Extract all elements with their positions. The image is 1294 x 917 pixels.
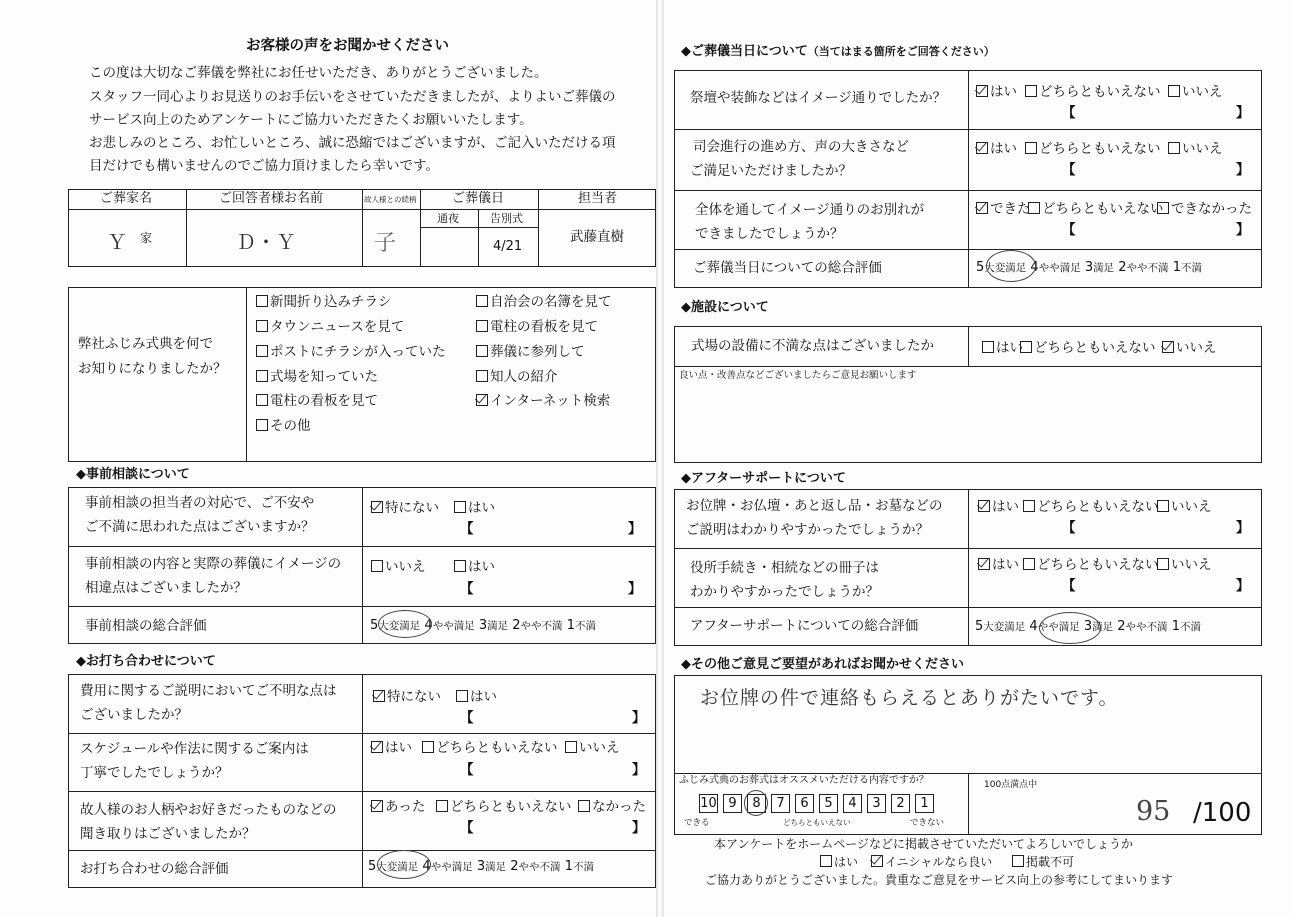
question-text: 役所手続き・相続などの冊子は [690,560,879,576]
answer-option[interactable]: どちらともいえない [1025,85,1161,100]
source-option[interactable]: 知人の紹介 [476,370,558,385]
checkbox[interactable] [476,345,488,357]
tsuya-header: 通夜 [437,212,459,225]
answer-option[interactable]: はい [371,741,412,756]
answer-option[interactable]: いいえ [1157,558,1212,573]
question-text: ございましたか？ [80,707,188,723]
checkbox[interactable] [820,855,832,867]
bracket-close: 】 [632,762,646,778]
bracket-open: 【 [1062,520,1076,536]
answer-option[interactable]: はい [978,558,1019,573]
family-suffix: 家 [140,231,153,245]
answer-option[interactable]: いいえ [371,560,426,575]
bracket-open: 【 [460,581,474,597]
recommend-question: ふじみ式典のお葬式はオススメいただける内容ですか？ [679,775,929,786]
checkbox[interactable] [476,370,488,382]
scale-circle-mark [744,790,768,816]
source-option-selected[interactable]: インターネット検索 [476,394,610,409]
source-option[interactable]: 葬儀に参列して [476,345,585,360]
source-question: お知りになりましたか？ [78,361,227,377]
kokubetsu-date: 4/21 [493,239,523,254]
question-text: スケジュールや作法に関するご案内は [80,741,309,757]
respondent-name: Ｄ・Ｙ [236,230,296,254]
section-heading: ◆お打ち合わせについて [76,654,216,669]
section-heading: ◆ご葬儀当日について（当てはまる箇所をご回答ください） [681,44,995,59]
section-heading: ◆アフターサポートについて [681,471,846,486]
staff-header: 担当者 [578,191,618,206]
question-text: わかりやすかったでしょうか？ [690,584,879,600]
source-question: 弊社ふじみ式典を何で [78,336,213,352]
scale-label-left: できる [684,818,710,828]
bracket-open: 【 [1062,162,1076,178]
checkbox-checked[interactable] [1162,341,1174,353]
intro-line: お悲しみのところ、お忙しいところ、誠に恐縮ではございますが、ご記入いただける項 [89,135,616,151]
checkbox[interactable] [1025,142,1037,154]
intro-line: サービス向上のためアンケートにご協力いただきたくお願いいたします。 [89,112,533,128]
rating-circle-mark [986,250,1036,282]
section-heading: ◆その他ご意見ご要望があればお聞かせください [681,657,964,672]
checkbox[interactable] [436,800,448,812]
answer-option[interactable]: いいえ [1157,500,1212,515]
bracket-close: 】 [1236,222,1250,238]
checkbox[interactable] [1157,500,1169,512]
checkbox-checked[interactable] [371,501,383,513]
source-option[interactable]: その他 [256,419,311,434]
checkbox[interactable] [1023,500,1035,512]
answer-option[interactable]: はい [976,85,1017,100]
date-header: ご葬儀日 [452,191,505,206]
question-text: ご説明はわかりやすかったでしょうか？ [686,522,929,538]
scale-cell[interactable]: 1 [915,794,934,813]
question-text: ご不満に思われた点はございますか？ [85,519,315,535]
thanks-line: ご協力ありがとうございました。貴重なご意見をサービス向上の参考にしてまいります [705,873,1174,887]
source-option[interactable]: 新聞折り込みチラシ [256,295,392,310]
question-text: 式場の設備に不満な点はございましたか [691,338,934,354]
section-heading: ◆事前相談について [76,467,190,482]
checkbox[interactable] [256,394,268,406]
question-text: お打ち合わせの総合評価 [80,861,229,877]
answer-option[interactable]: できた [976,202,1031,217]
source-option[interactable]: 電柱の看板を見て [256,394,378,409]
question-text: 事前相談の内容と実際の葬儀にイメージの [85,556,342,572]
checkbox[interactable] [1023,558,1035,570]
answer-option[interactable]: はい [976,142,1017,157]
checkbox[interactable] [1157,558,1169,570]
question-text: 事前相談の担当者の対応で、ご不安や [85,495,315,511]
staff-name: 武藤直樹 [570,229,624,245]
checkbox-checked[interactable] [976,85,988,97]
checkbox[interactable] [982,341,994,353]
checkbox[interactable] [1157,202,1169,214]
checkbox[interactable] [476,295,488,307]
bracket-close: 】 [632,710,646,726]
checkbox-checked[interactable] [476,394,488,406]
question-text: 聞き取りはございましたか？ [80,826,256,842]
bracket-close: 】 [632,820,646,836]
question-text: お位牌・お仏壇・あと返し品・お墓などの [686,498,943,514]
question-text: ご葬儀当日についての総合評価 [693,260,882,276]
bracket-close: 】 [628,521,642,537]
publish-option[interactable]: はい [820,855,858,868]
answer-option[interactable]: はい [454,501,495,516]
bracket-open: 【 [1062,578,1076,594]
scale-cell[interactable]: 2 [891,794,910,813]
bracket-close: 】 [1236,520,1250,536]
checkbox[interactable] [1012,855,1024,867]
rating-circle-mark [1039,612,1101,644]
question-text: ご満足いただけましたか？ [690,163,852,179]
scale-cell[interactable]: 7 [771,794,790,813]
score-value: 95 [1136,796,1171,827]
source-option[interactable]: 自治会の名簿を見て [476,295,612,310]
intro-line: 目だけでも構いませんのでご協力頂けましたら幸いです。 [89,158,439,174]
scale-cell[interactable]: 3 [867,794,886,813]
bracket-close: 】 [1236,578,1250,594]
publish-option[interactable]: イニシャルなら良い [871,855,992,868]
checkbox[interactable] [565,741,577,753]
answer-option[interactable]: 特にない [373,690,441,705]
answer-option[interactable]: はい [978,500,1019,515]
checkbox-checked[interactable] [978,558,990,570]
checkbox[interactable] [1028,202,1040,214]
checkbox[interactable] [256,345,268,357]
recommend-scale[interactable] [699,794,939,813]
rating-circle-mark [377,850,431,879]
survey-title: お客様の声をお聞かせください [246,38,449,54]
scale-cell[interactable]: 6 [795,794,814,813]
source-option[interactable]: 電柱の看板を見て [476,320,598,335]
checkbox[interactable] [1168,85,1180,97]
handwritten-comment: お位牌の件で連絡もらえるとありがたいです。 [700,687,1119,709]
scale-cell[interactable]: 8 [747,794,766,813]
question-text: 費用に関するご説明においてご不明な点は [80,683,337,699]
kokubetsu-header: 告別式 [490,212,523,225]
score-label: 100点満点中 [984,780,1038,790]
checkbox[interactable] [422,741,434,753]
answer-option[interactable]: どちらともいえない [1023,558,1159,573]
checkbox-checked[interactable] [976,142,988,154]
question-text: 相違点はございましたか？ [85,580,247,596]
checkbox[interactable] [454,501,466,513]
bracket-open: 【 [1062,222,1076,238]
checkbox[interactable] [454,560,466,572]
answer-option[interactable]: なかった [578,800,646,815]
answer-option[interactable]: あった [371,800,425,815]
question-text: 丁寧でしたでしょうか？ [80,765,229,781]
scale-cell[interactable]: 9 [723,794,742,813]
scale-label-right: できない [910,818,945,828]
answer-option[interactable]: いいえ [1162,341,1217,356]
rating-scale[interactable]: 5大変満足 4やや満足 3満足 2やや不満 1不満 [975,619,1201,634]
bracket-close: 】 [1236,105,1250,121]
answer-option[interactable]: いいえ [1168,142,1223,157]
score-max: /100 [1193,798,1252,828]
checkbox[interactable] [256,320,268,332]
fold-crease [656,0,664,917]
answer-option[interactable]: どちらともいえない [1025,142,1161,157]
question-text: 祭壇や装飾などはイメージ通りでしたか？ [690,90,947,106]
checkbox[interactable] [256,295,268,307]
answer-option[interactable]: どちらともいえない [1023,500,1159,515]
intro-line: この度は大切なご葬儀を弊社にお任せいただき、ありがとうございました。 [89,65,548,81]
family-header: ご葬家名 [100,191,153,206]
scale-cell[interactable]: 4 [843,794,862,813]
question-text: 全体を通してイメージ通りのお別れが [695,202,925,218]
rating-scale[interactable]: 5大変満足 4やや満足 3満足 2やや不満 1不満 [370,618,596,633]
checkbox[interactable] [1168,142,1180,154]
checkbox[interactable] [256,419,268,431]
bracket-open: 【 [460,762,474,778]
checkbox[interactable] [371,560,383,572]
comment-note: 良い点・改善点などございましたらご意見お願いします [679,370,917,381]
question-text: 故人様のお人柄やお好きだったものなどの [80,802,337,818]
relation-header: 故人様との続柄 [364,195,417,204]
bracket-open: 【 [1062,105,1076,121]
answer-option[interactable]: どちらともいえない [1020,341,1156,356]
bracket-open: 【 [460,710,474,726]
checkbox-checked[interactable] [978,500,990,512]
checkbox[interactable] [1025,85,1037,97]
question-text: アフターサポートについての総合評価 [690,618,919,634]
checkbox-checked[interactable] [976,202,988,214]
answer-option[interactable]: いいえ [565,741,620,756]
question-text: 事前相談の総合評価 [85,618,207,634]
publish-question: 本アンケートをホームページなどに掲載させていただいてよろしいでしょうか [714,837,1134,851]
answer-option[interactable]: どちらともいえない [422,741,558,756]
answer-option[interactable]: いいえ [1168,85,1223,100]
bracket-close: 】 [628,581,642,597]
checkbox[interactable] [256,370,268,382]
bracket-open: 【 [460,820,474,836]
source-option[interactable]: 式場を知っていた [256,370,378,385]
section-heading: ◆施設について [681,300,769,315]
answer-option[interactable]: 特にない [371,501,439,516]
answer-option[interactable]: どちらともいえない [436,800,572,815]
scale-cell[interactable]: 5 [819,794,838,813]
source-option[interactable]: ポストにチラシが入っていた [256,345,446,360]
rating-circle-mark [378,610,432,638]
relation-value: 子 [374,231,397,256]
source-option[interactable]: タウンニュースを見て [256,320,404,335]
checkbox[interactable] [578,800,590,812]
rating-scale[interactable]: 5大変満足 4やや満足 3満足 2やや不満 1不満 [976,260,1202,275]
scale-cell[interactable]: 10 [700,796,717,811]
answer-option[interactable]: できなかった [1157,202,1252,217]
answer-option[interactable]: はい [454,560,495,575]
answer-option[interactable]: はい [982,341,1023,356]
rating-scale[interactable]: 5大変満足 4やや満足 3満足 2やや不満 1不満 [368,859,594,874]
scale-label-mid: どちらともいえない [783,818,851,827]
checkbox-checked[interactable] [373,690,385,702]
question-text: 司会進行の進め方、声の大きさなど [693,139,909,155]
bracket-close: 】 [1236,162,1250,178]
checkbox[interactable] [476,320,488,332]
checkbox-checked[interactable] [371,800,383,812]
answer-option[interactable]: どちらともいえない [1028,202,1164,217]
checkbox[interactable] [1020,341,1032,353]
respondent-header: ご回答者様お名前 [219,191,324,206]
checkbox[interactable] [456,690,468,702]
family-name: Ｙ [107,230,127,254]
intro-line: スタッフ一同心よりお見送りのお手伝いをさせていただきましたが、よりよいご葬儀の [89,89,616,105]
answer-option[interactable]: はい [456,690,497,705]
bracket-open: 【 [460,521,474,537]
question-text: できましたでしょうか？ [695,226,844,242]
publish-option[interactable]: 掲載不可 [1012,855,1074,868]
checkbox-checked[interactable] [871,855,883,867]
checkbox-checked[interactable] [371,741,383,753]
